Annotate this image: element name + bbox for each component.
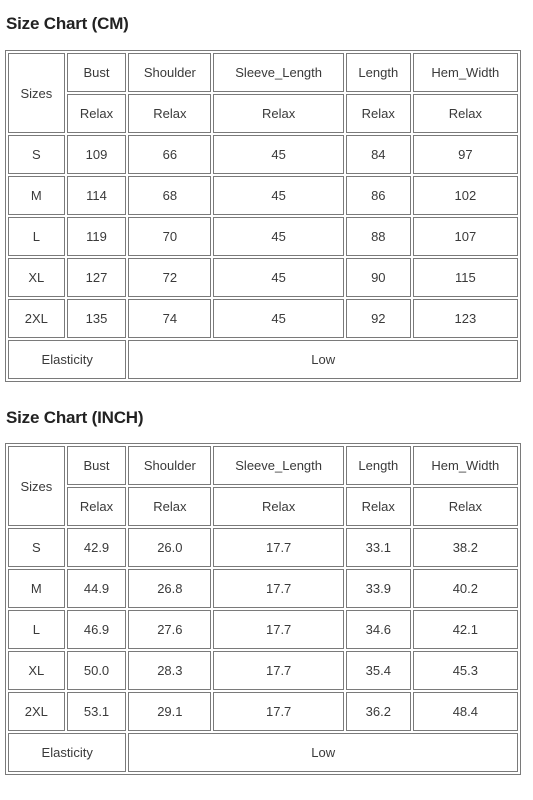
column-header-hem-width: Hem_Width <box>413 53 518 92</box>
table-cell: 48.4 <box>413 692 518 731</box>
table-cell: 33.1 <box>346 528 411 567</box>
table-subheader-row <box>8 487 518 526</box>
column-header-bust: Bust <box>67 53 127 92</box>
table-cell: 17.7 <box>213 692 344 731</box>
subheader-cell: Relax <box>346 94 411 133</box>
column-header-sleeve-length: Sleeve_Length <box>213 446 344 485</box>
subheader-cell: Relax <box>413 94 518 133</box>
table-cell: 72 <box>128 258 211 297</box>
table-cell: 26.8 <box>128 569 211 608</box>
table-cell: 38.2 <box>413 528 518 567</box>
table-cell: 53.1 <box>67 692 127 731</box>
size-chart-cm-title: Size Chart (CM) <box>6 14 129 33</box>
table-cell: 45 <box>213 258 344 297</box>
table-row <box>8 610 518 649</box>
table-cell: 17.7 <box>213 569 344 608</box>
subheader-cell: Relax <box>346 487 411 526</box>
table-cell: 50.0 <box>67 651 127 690</box>
table-cell: 27.6 <box>128 610 211 649</box>
size-label-cell: L <box>8 610 65 649</box>
column-header-sleeve-length: Sleeve_Length <box>213 53 344 92</box>
elasticity-value: Low <box>128 340 518 379</box>
size-chart-inch-title: Size Chart (INCH) <box>6 408 144 427</box>
subheader-cell: Relax <box>128 94 211 133</box>
table-cell: 34.6 <box>346 610 411 649</box>
table-row <box>8 569 518 608</box>
table-cell: 42.9 <box>67 528 127 567</box>
size-label-cell: S <box>8 135 65 174</box>
table-row <box>8 651 518 690</box>
size-label-cell: XL <box>8 651 65 690</box>
size-label-cell: XL <box>8 258 65 297</box>
table-cell: 36.2 <box>346 692 411 731</box>
sizes-header: Sizes <box>8 446 65 526</box>
table-cell: 29.1 <box>128 692 211 731</box>
table-cell: 45.3 <box>413 651 518 690</box>
size-label-cell: M <box>8 569 65 608</box>
size-chart-inch-table <box>5 443 521 775</box>
column-header-hem-width: Hem_Width <box>413 446 518 485</box>
column-header-length: Length <box>346 446 411 485</box>
table-cell: 17.7 <box>213 651 344 690</box>
table-cell: 119 <box>67 217 127 256</box>
table-cell: 68 <box>128 176 211 215</box>
table-cell: 70 <box>128 217 211 256</box>
table-row <box>8 692 518 731</box>
table-cell: 17.7 <box>213 528 344 567</box>
table-cell: 92 <box>346 299 411 338</box>
table-cell: 102 <box>413 176 518 215</box>
table-row <box>8 176 518 215</box>
table-cell: 86 <box>346 176 411 215</box>
table-cell: 40.2 <box>413 569 518 608</box>
elasticity-label: Elasticity <box>8 340 126 379</box>
table-cell: 123 <box>413 299 518 338</box>
table-cell: 74 <box>128 299 211 338</box>
table-cell: 115 <box>413 258 518 297</box>
size-label-cell: S <box>8 528 65 567</box>
column-header-length: Length <box>346 53 411 92</box>
subheader-cell: Relax <box>413 487 518 526</box>
table-header-row <box>8 53 518 92</box>
subheader-cell: Relax <box>67 94 127 133</box>
table-cell: 45 <box>213 217 344 256</box>
table-subheader-row <box>8 94 518 133</box>
table-row <box>8 217 518 256</box>
table-row <box>8 258 518 297</box>
elasticity-value: Low <box>128 733 518 772</box>
table-cell: 33.9 <box>346 569 411 608</box>
table-cell: 135 <box>67 299 127 338</box>
elasticity-row <box>8 340 518 379</box>
subheader-cell: Relax <box>67 487 127 526</box>
elasticity-label: Elasticity <box>8 733 126 772</box>
size-label-cell: M <box>8 176 65 215</box>
table-cell: 90 <box>346 258 411 297</box>
table-cell: 45 <box>213 135 344 174</box>
subheader-cell: Relax <box>128 487 211 526</box>
table-row <box>8 528 518 567</box>
table-cell: 66 <box>128 135 211 174</box>
table-cell: 88 <box>346 217 411 256</box>
size-label-cell: L <box>8 217 65 256</box>
sizes-header: Sizes <box>8 53 65 133</box>
size-chart-cm-table <box>5 50 521 382</box>
table-cell: 17.7 <box>213 610 344 649</box>
elasticity-row <box>8 733 518 772</box>
table-cell: 42.1 <box>413 610 518 649</box>
table-row <box>8 135 518 174</box>
table-cell: 45 <box>213 176 344 215</box>
table-cell: 28.3 <box>128 651 211 690</box>
subheader-cell: Relax <box>213 487 344 526</box>
subheader-cell: Relax <box>213 94 344 133</box>
size-label-cell: 2XL <box>8 299 65 338</box>
table-cell: 109 <box>67 135 127 174</box>
table-cell: 46.9 <box>67 610 127 649</box>
table-cell: 35.4 <box>346 651 411 690</box>
table-cell: 26.0 <box>128 528 211 567</box>
table-row <box>8 299 518 338</box>
table-cell: 127 <box>67 258 127 297</box>
column-header-bust: Bust <box>67 446 127 485</box>
table-cell: 44.9 <box>67 569 127 608</box>
column-header-shoulder: Shoulder <box>128 446 211 485</box>
table-cell: 97 <box>413 135 518 174</box>
column-header-shoulder: Shoulder <box>128 53 211 92</box>
table-cell: 84 <box>346 135 411 174</box>
table-header-row <box>8 446 518 485</box>
size-label-cell: 2XL <box>8 692 65 731</box>
table-cell: 107 <box>413 217 518 256</box>
table-cell: 114 <box>67 176 127 215</box>
table-cell: 45 <box>213 299 344 338</box>
